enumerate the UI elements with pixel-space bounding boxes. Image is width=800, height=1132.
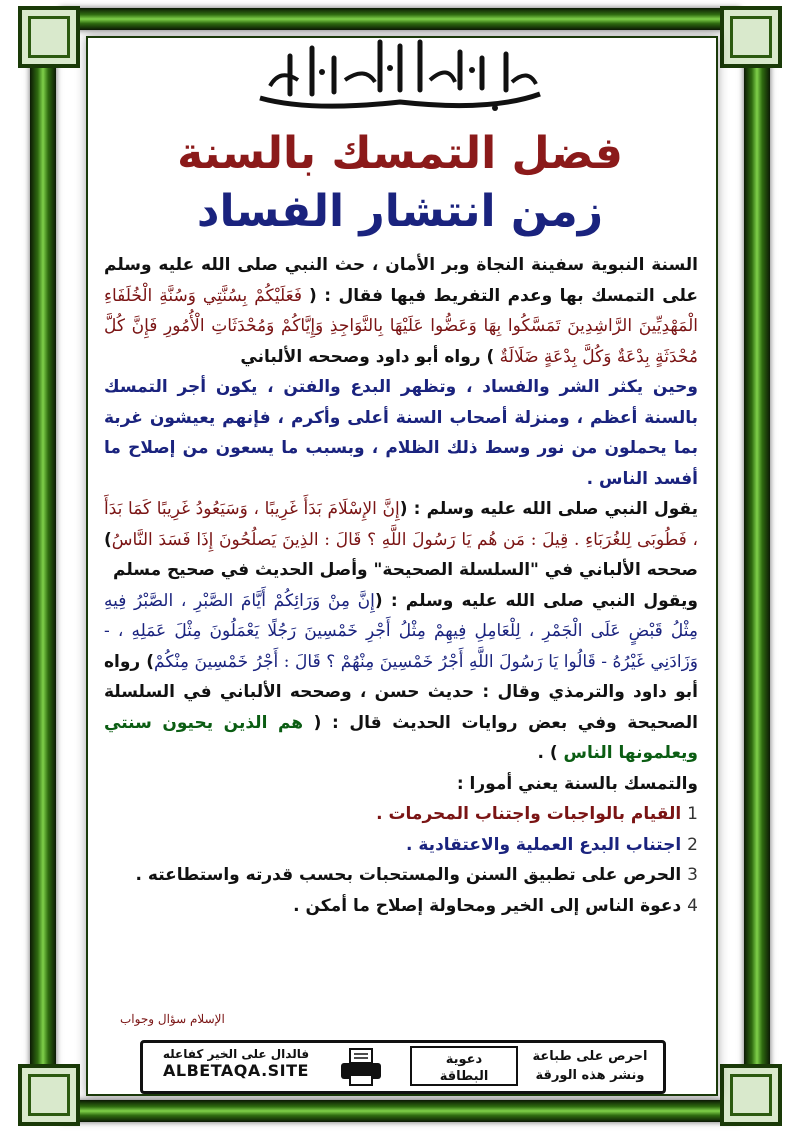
paragraph-1-outro: ) رواه أبو داود وصححه الألباني [240,346,495,367]
list-item [104,830,698,861]
paragraph-1-intro: السنة النبوية سفينة النجاة وبر الأمان ، حث النبي صلى الله عليه وسلم على التمسك بها وعدم التفريط فيها فقال : ( [104,255,698,306]
footer-site-link[interactable]: ALBETAQA.SITE [163,1061,309,1080]
footer-print-note [525,1047,655,1085]
list-number: 4 [687,895,698,916]
frame-corner-top-left [18,6,80,68]
frame-bottom-bar [60,1100,740,1122]
footer-site-block [151,1047,321,1080]
list-text: الحرص على تطبيق السنن والمستحبات بحسب قدرته واستطاعته . [135,865,682,885]
paragraph-4-hadith: إِنَّ مِنْ وَرَائِكُمْ أَيَّامَ الصَّبْرِ ، الصَّبْرُ فِيهِ مِثْلُ قَبْضٍ عَلَى الْجَمْرِ ، لِلْعَامِلِ فِيهِمْ مِثْلُ أَجْرِ خَمْسِينَ رَجُلًا يَعْمَلُونَ مِثْلَ عَمَلِهِ ، - وَزَادَنِي غَيْرُهُ - قَالُوا يَا رَسُولَ اللَّهِ أَجْرُ خَمْسِينَ مِنْهُمْ ؟ قَالَ : أَجْرُ خَمْسِينَ مِنْكُمْ [104,590,698,672]
list-number: 2 [687,834,698,855]
paragraph-4-tail: هم الذين يحيون سنتي ويعلمونها الناس [104,712,698,763]
frame-corner-bottom-left [18,1064,80,1126]
logo-line-2: البطاقة [439,1069,489,1084]
paragraph-4-outro: ) رواه أبو داود والترمذي وقال : حديث حسن ، وصححه الألباني في السلسلة الصحيحة وفي بعض روايات الحديث قال : ( [104,651,698,733]
paragraph-3-intro: يقول النبي صلى الله عليه وسلم : ( [399,499,698,519]
paragraph-4-intro: ويقول النبي صلى الله عليه وسلم : ( [374,590,698,611]
list-item [104,891,698,922]
paragraph-1 [104,250,698,372]
paragraph-1-hadith: فَعَلَيْكُمْ بِسُنَّتِي وَسُنَّةِ الْخُلَفَاءِ الْمَهْدِيِّينَ الرَّاشِدِينَ تَمَسَّكُوا بِهَا وَعَضُّوا عَلَيْهَا بِالنَّوَاجِذِ وَإِيَّاكُمْ وَمُحْدَثَاتِ الْأُمُورِ فَإِنَّ كُلَّ مُحْدَثَةٍ بِدْعَةٌ وَكُلَّ بِدْعَةٍ ضَلَالَةٌ [104,285,698,367]
paragraph-4 [104,586,698,769]
list-number: 1 [687,804,698,824]
printer-icon [338,1047,384,1087]
footer-banner [140,1040,666,1094]
title-line-1: فضل التمسك بالسنة [177,128,623,179]
footer-slogan: فالدال على الخير كفاعله [162,1047,310,1061]
frame-corner-bottom-right [720,1064,782,1126]
bismillah-calligraphy [250,28,550,114]
logo-line-1: دعوية [445,1052,483,1067]
frame-right-bar [744,60,770,1070]
paragraph-3-hadith: إِنَّ الإِسْلَامَ بَدَأَ غَرِيبًا ، وَسَيَعُودُ غَرِيبًا كَمَا بَدَأَ ، فَطُوبَى لِلغُرَبَاءِ . قِيلَ : مَن هُم يَا رَسُولَ اللَّهِ ؟ قَالَ : الذِينَ يَصلُحُونَ إِذَا فَسَدَ النَّاسُ [104,499,698,550]
list-number: 3 [687,865,698,885]
list-text: دعوة الناس إلى الخير ومحاولة إصلاح ما أمكن . [293,895,682,916]
article-body [104,250,698,921]
list-item [104,860,698,891]
albetaqa-logo [409,1045,519,1087]
footer-print-line-1: احرص على طباعة [532,1049,648,1064]
paragraph-3-outro: ) صححه الألباني في "السلسلة الصحيحة" وأصل الحديث في صحيح مسلم [104,529,698,580]
list-item [104,799,698,830]
list-intro: والتمسك بالسنة يعني أمورا : [456,773,698,794]
title-line-2: زمن انتشار الفساد [196,186,604,237]
source-attribution: الإسلام سؤال وجواب [120,1012,225,1026]
list-text: اجتناب البدع العملية والاعتقادية . [406,834,682,855]
paragraph-4-end: ) . [537,743,558,763]
list-text: القيام بالواجبات واجتناب المحرمات . [376,804,682,824]
frame-top-bar [60,8,740,30]
frame-left-bar [30,60,56,1070]
footer-print-line-2: ونشر هذه الورقة [535,1068,645,1083]
frame-corner-top-right [720,6,782,68]
paragraph-2: وحين يكثر الشر والفساد ، وتظهر البدع والفتن ، يكون أجر التمسك بالسنة أعظم ، ومنزلة أصحاب السنة أعلى وأكرم ، فإنهم يعيشون غربة بما يحملون من نور وسط ذلك الظلام ، وبسبب ما يسعون من إصلاح ما أفسد الناس . [104,377,698,489]
paragraph-3 [104,494,698,586]
